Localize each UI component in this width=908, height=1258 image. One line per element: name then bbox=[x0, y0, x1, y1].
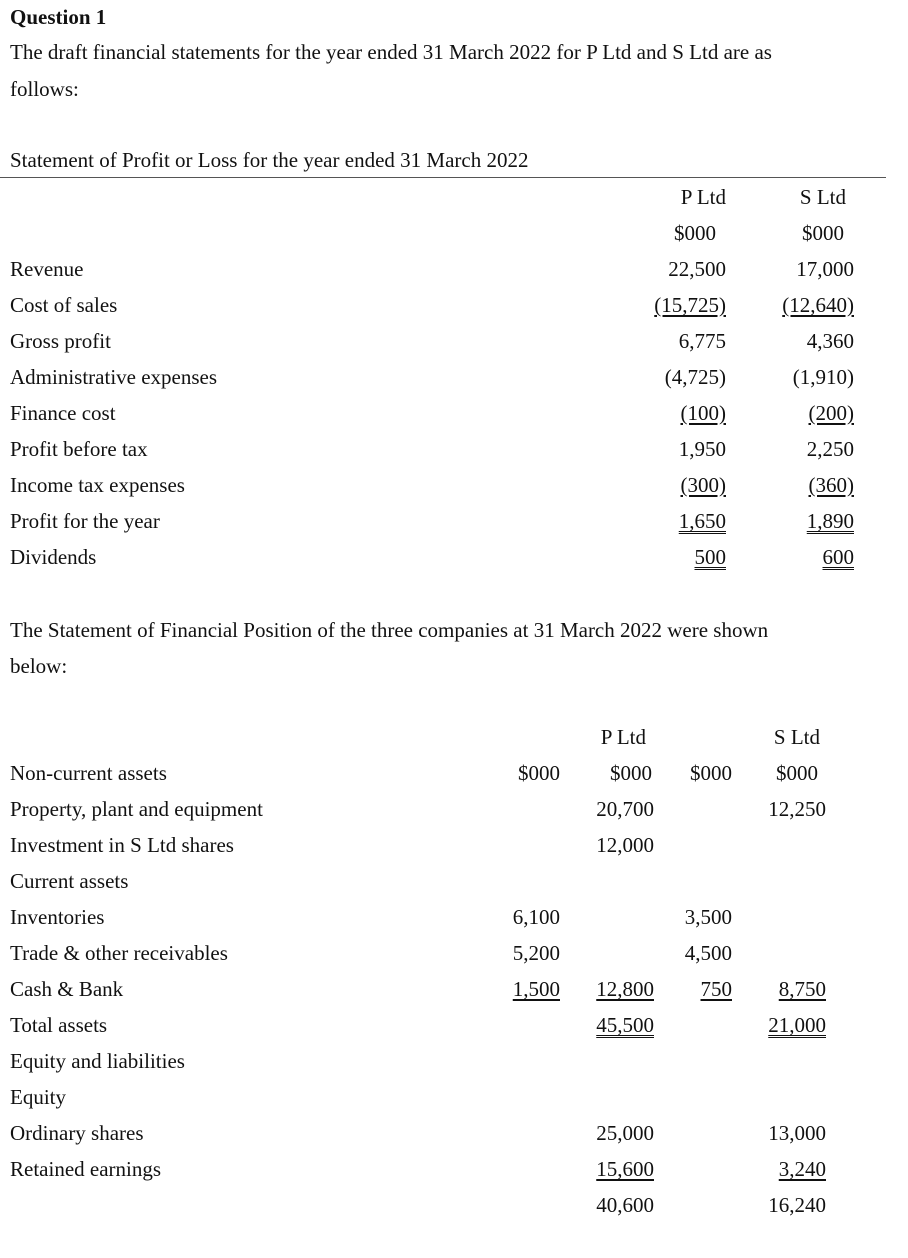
pl-row-p-value: (300) bbox=[680, 473, 726, 497]
sfp-row-s2-value: 8,750 bbox=[778, 977, 826, 1001]
pl-col-s: S Ltd bbox=[799, 185, 846, 209]
sfp-row-p2-value: 25,000 bbox=[596, 1121, 654, 1145]
pl-row-p-value: (100) bbox=[680, 401, 726, 425]
pl-title: Statement of Profit or Loss for the year ended 31 March 2022 bbox=[10, 148, 529, 172]
sfp-row-label: Equity bbox=[10, 1085, 66, 1109]
sfp-row-label: Non-current assets bbox=[10, 761, 167, 785]
pl-row-p-value: (4,725) bbox=[664, 365, 726, 389]
pl-row-s-value: 1,890 bbox=[806, 509, 854, 533]
pl-row-p-value: 500 bbox=[694, 545, 726, 569]
pl-row-s-value: 600 bbox=[822, 545, 854, 569]
pl-row-s-value: (12,640) bbox=[782, 293, 854, 317]
sfp-row-p1-value: 1,500 bbox=[512, 977, 560, 1001]
sfp-row-p1-value: 6,100 bbox=[512, 905, 560, 929]
question-intro-line1: The draft financial statements for the year ended 31 March 2022 for P Ltd and S Ltd are as bbox=[10, 40, 772, 64]
pl-row-s-value: 2,250 bbox=[806, 437, 854, 461]
pl-row-s-value: 17,000 bbox=[796, 257, 854, 281]
pl-row-p-value: 6,775 bbox=[678, 329, 726, 353]
sfp-row-label: Total assets bbox=[10, 1013, 108, 1037]
sfp-row-label: Investment in S Ltd shares bbox=[10, 833, 234, 857]
question-heading: Question 1 bbox=[10, 5, 107, 29]
pl-row-s-value: (360) bbox=[808, 473, 854, 497]
sfp-unit-p2: $000 bbox=[610, 761, 652, 785]
sfp-row-p1-value: 5,200 bbox=[512, 941, 560, 965]
pl-row-s-value: (200) bbox=[808, 401, 854, 425]
sfp-row-p2-value: 12,800 bbox=[596, 977, 654, 1001]
pl-row-label: Profit for the year bbox=[10, 509, 160, 533]
sfp-row-label: Ordinary shares bbox=[10, 1121, 144, 1145]
pl-row-label: Administrative expenses bbox=[10, 365, 218, 389]
pl-row-p-value: (15,725) bbox=[654, 293, 726, 317]
pl-row-s-value: (1,910) bbox=[792, 365, 854, 389]
sfp-col-p: P Ltd bbox=[600, 725, 646, 749]
sfp-row-p2-value: 15,600 bbox=[596, 1157, 654, 1181]
pl-row-label: Cost of sales bbox=[10, 293, 118, 317]
pl-title-rule bbox=[0, 177, 886, 178]
sfp-row-label: Inventories bbox=[10, 905, 105, 929]
pl-row-p-value: 1,650 bbox=[678, 509, 726, 533]
sfp-row-label: Trade & other receivables bbox=[10, 941, 228, 965]
pl-unit-p: $000 bbox=[674, 221, 716, 245]
sfp-col-s: S Ltd bbox=[773, 725, 820, 749]
pl-unit-s: $000 bbox=[802, 221, 844, 245]
sfp-unit-s1: $000 bbox=[690, 761, 732, 785]
sfp-row-label: Cash & Bank bbox=[10, 977, 124, 1001]
sfp-row-s2-value: 16,240 bbox=[768, 1193, 826, 1217]
sfp-intro-line1: The Statement of Financial Position of the three companies at 31 March 2022 were shown bbox=[10, 618, 769, 642]
sfp-row-label: Property, plant and equipment bbox=[10, 797, 263, 821]
pl-row-label: Dividends bbox=[10, 545, 97, 569]
sfp-row-s2-value: 13,000 bbox=[768, 1121, 826, 1145]
sfp-row-s1-value: 750 bbox=[700, 977, 732, 1001]
pl-row-label: Finance cost bbox=[10, 401, 116, 425]
sfp-row-label: Retained earnings bbox=[10, 1157, 162, 1181]
pl-row-label: Gross profit bbox=[10, 329, 111, 353]
sfp-row-s2-value: 21,000 bbox=[768, 1013, 826, 1037]
sfp-row-p2-value: 45,500 bbox=[596, 1013, 654, 1037]
sfp-unit-p1: $000 bbox=[518, 761, 560, 785]
pl-row-label: Profit before tax bbox=[10, 437, 148, 461]
sfp-row-s1-value: 4,500 bbox=[684, 941, 732, 965]
pl-row-label: Revenue bbox=[10, 257, 84, 281]
sfp-row-p2-value: 40,600 bbox=[596, 1193, 654, 1217]
sfp-row-label: Current assets bbox=[10, 869, 129, 893]
question-intro-line2: follows: bbox=[10, 77, 79, 101]
pl-row-label: Income tax expenses bbox=[10, 473, 185, 497]
sfp-row-p2-value: 12,000 bbox=[596, 833, 654, 857]
pl-row-s-value: 4,360 bbox=[806, 329, 854, 353]
pl-row-p-value: 22,500 bbox=[668, 257, 726, 281]
sfp-row-label: Equity and liabilities bbox=[10, 1049, 185, 1073]
sfp-row-s1-value: 3,500 bbox=[684, 905, 732, 929]
sfp-intro-line2: below: bbox=[10, 654, 68, 678]
sfp-row-s2-value: 12,250 bbox=[768, 797, 826, 821]
sfp-row-s2-value: 3,240 bbox=[778, 1157, 826, 1181]
pl-row-p-value: 1,950 bbox=[678, 437, 726, 461]
sfp-unit-s2: $000 bbox=[776, 761, 818, 785]
pl-col-p: P Ltd bbox=[680, 185, 726, 209]
sfp-row-p2-value: 20,700 bbox=[596, 797, 654, 821]
